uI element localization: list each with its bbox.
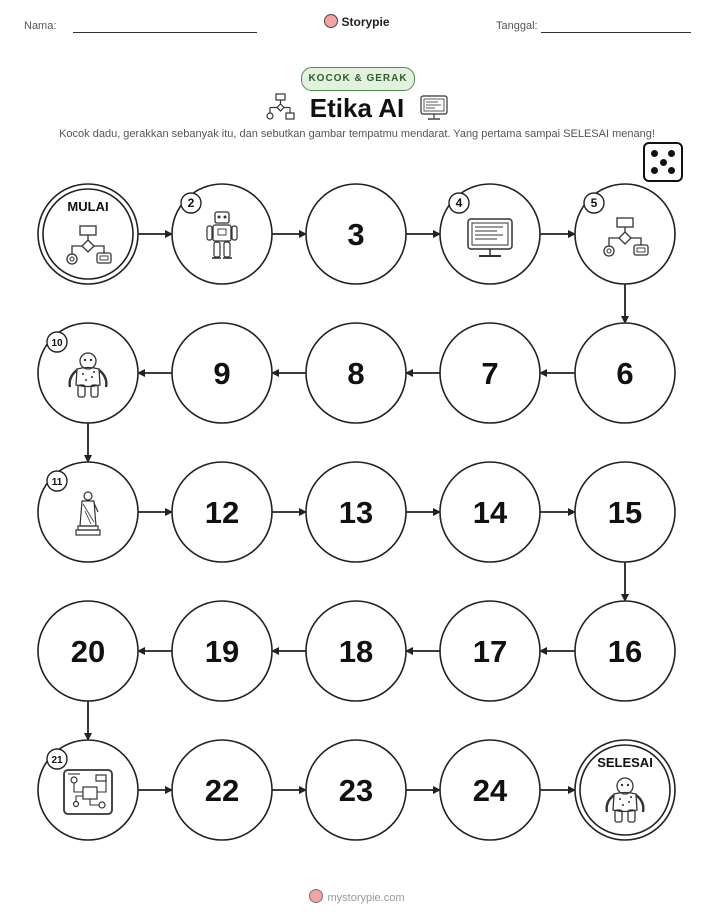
board-space-15: [575, 462, 675, 562]
bear-logo-icon: [309, 889, 323, 903]
board-space-3: [306, 184, 406, 284]
board-space-9: [172, 323, 272, 423]
space-number: 11: [51, 477, 63, 488]
board-space-20: [38, 601, 138, 701]
space-number: 6: [616, 356, 634, 391]
space-number: 18: [338, 634, 374, 669]
space-number: 23: [338, 773, 374, 808]
page-title: Etika AI: [309, 93, 405, 123]
space-number: 5: [590, 196, 598, 210]
space-number: 10: [51, 338, 63, 349]
finish-label: SELESAI: [597, 755, 653, 770]
space-number: 9: [213, 356, 231, 391]
footer: [0, 889, 714, 904]
space-number: 17: [472, 634, 508, 669]
board-space-24: [440, 740, 540, 840]
space-number: 3: [347, 217, 365, 252]
footer-url[interactable]: mystorypie.com: [327, 892, 405, 904]
space-number: 15: [607, 495, 643, 530]
start-label: MULAI: [67, 199, 109, 214]
board-space-14: [440, 462, 540, 562]
space-number: 21: [51, 755, 63, 766]
board-space-1: [38, 184, 138, 284]
board-space-4: [440, 184, 540, 284]
brand-name: Storypie: [341, 15, 390, 29]
space-number: 22: [204, 773, 240, 808]
board-space-25: [575, 740, 675, 840]
activity-badge: KOCOK & GERAK: [301, 67, 415, 91]
space-number: 4: [455, 196, 463, 210]
space-number: 13: [338, 495, 374, 530]
board-space-16: [575, 601, 675, 701]
board-space-8: [306, 323, 406, 423]
board-space-19: [172, 601, 272, 701]
space-number: 12: [204, 495, 240, 530]
board-space-5: [575, 184, 675, 284]
space-number: 20: [70, 634, 106, 669]
board-space-11: [38, 462, 138, 562]
space-number: 19: [204, 634, 240, 669]
board-space-7: [440, 323, 540, 423]
space-number: 7: [481, 356, 499, 391]
board-space-23: [306, 740, 406, 840]
space-number: 14: [472, 495, 508, 530]
instructions-text: Kocok dadu, gerakkan sebanyak itu, dan sebutkan gambar tempatmu mendarat. Yang pertama sampai SELESAI menang!: [59, 128, 655, 140]
name-label: Nama:: [24, 20, 57, 32]
board-space-13: [306, 462, 406, 562]
space-number: 24: [472, 773, 508, 808]
board-space-10: [38, 323, 138, 423]
space-number: 2: [187, 196, 195, 210]
board-space-12: [172, 462, 272, 562]
space-number: 16: [607, 634, 643, 669]
board-space-21: [38, 740, 138, 840]
date-label: Tanggal:: [496, 20, 538, 32]
board-space-22: [172, 740, 272, 840]
board-space-17: [440, 601, 540, 701]
board-space-18: [306, 601, 406, 701]
board-space-2: [172, 184, 272, 284]
board-space-6: [575, 323, 675, 423]
space-number: 8: [347, 356, 365, 391]
